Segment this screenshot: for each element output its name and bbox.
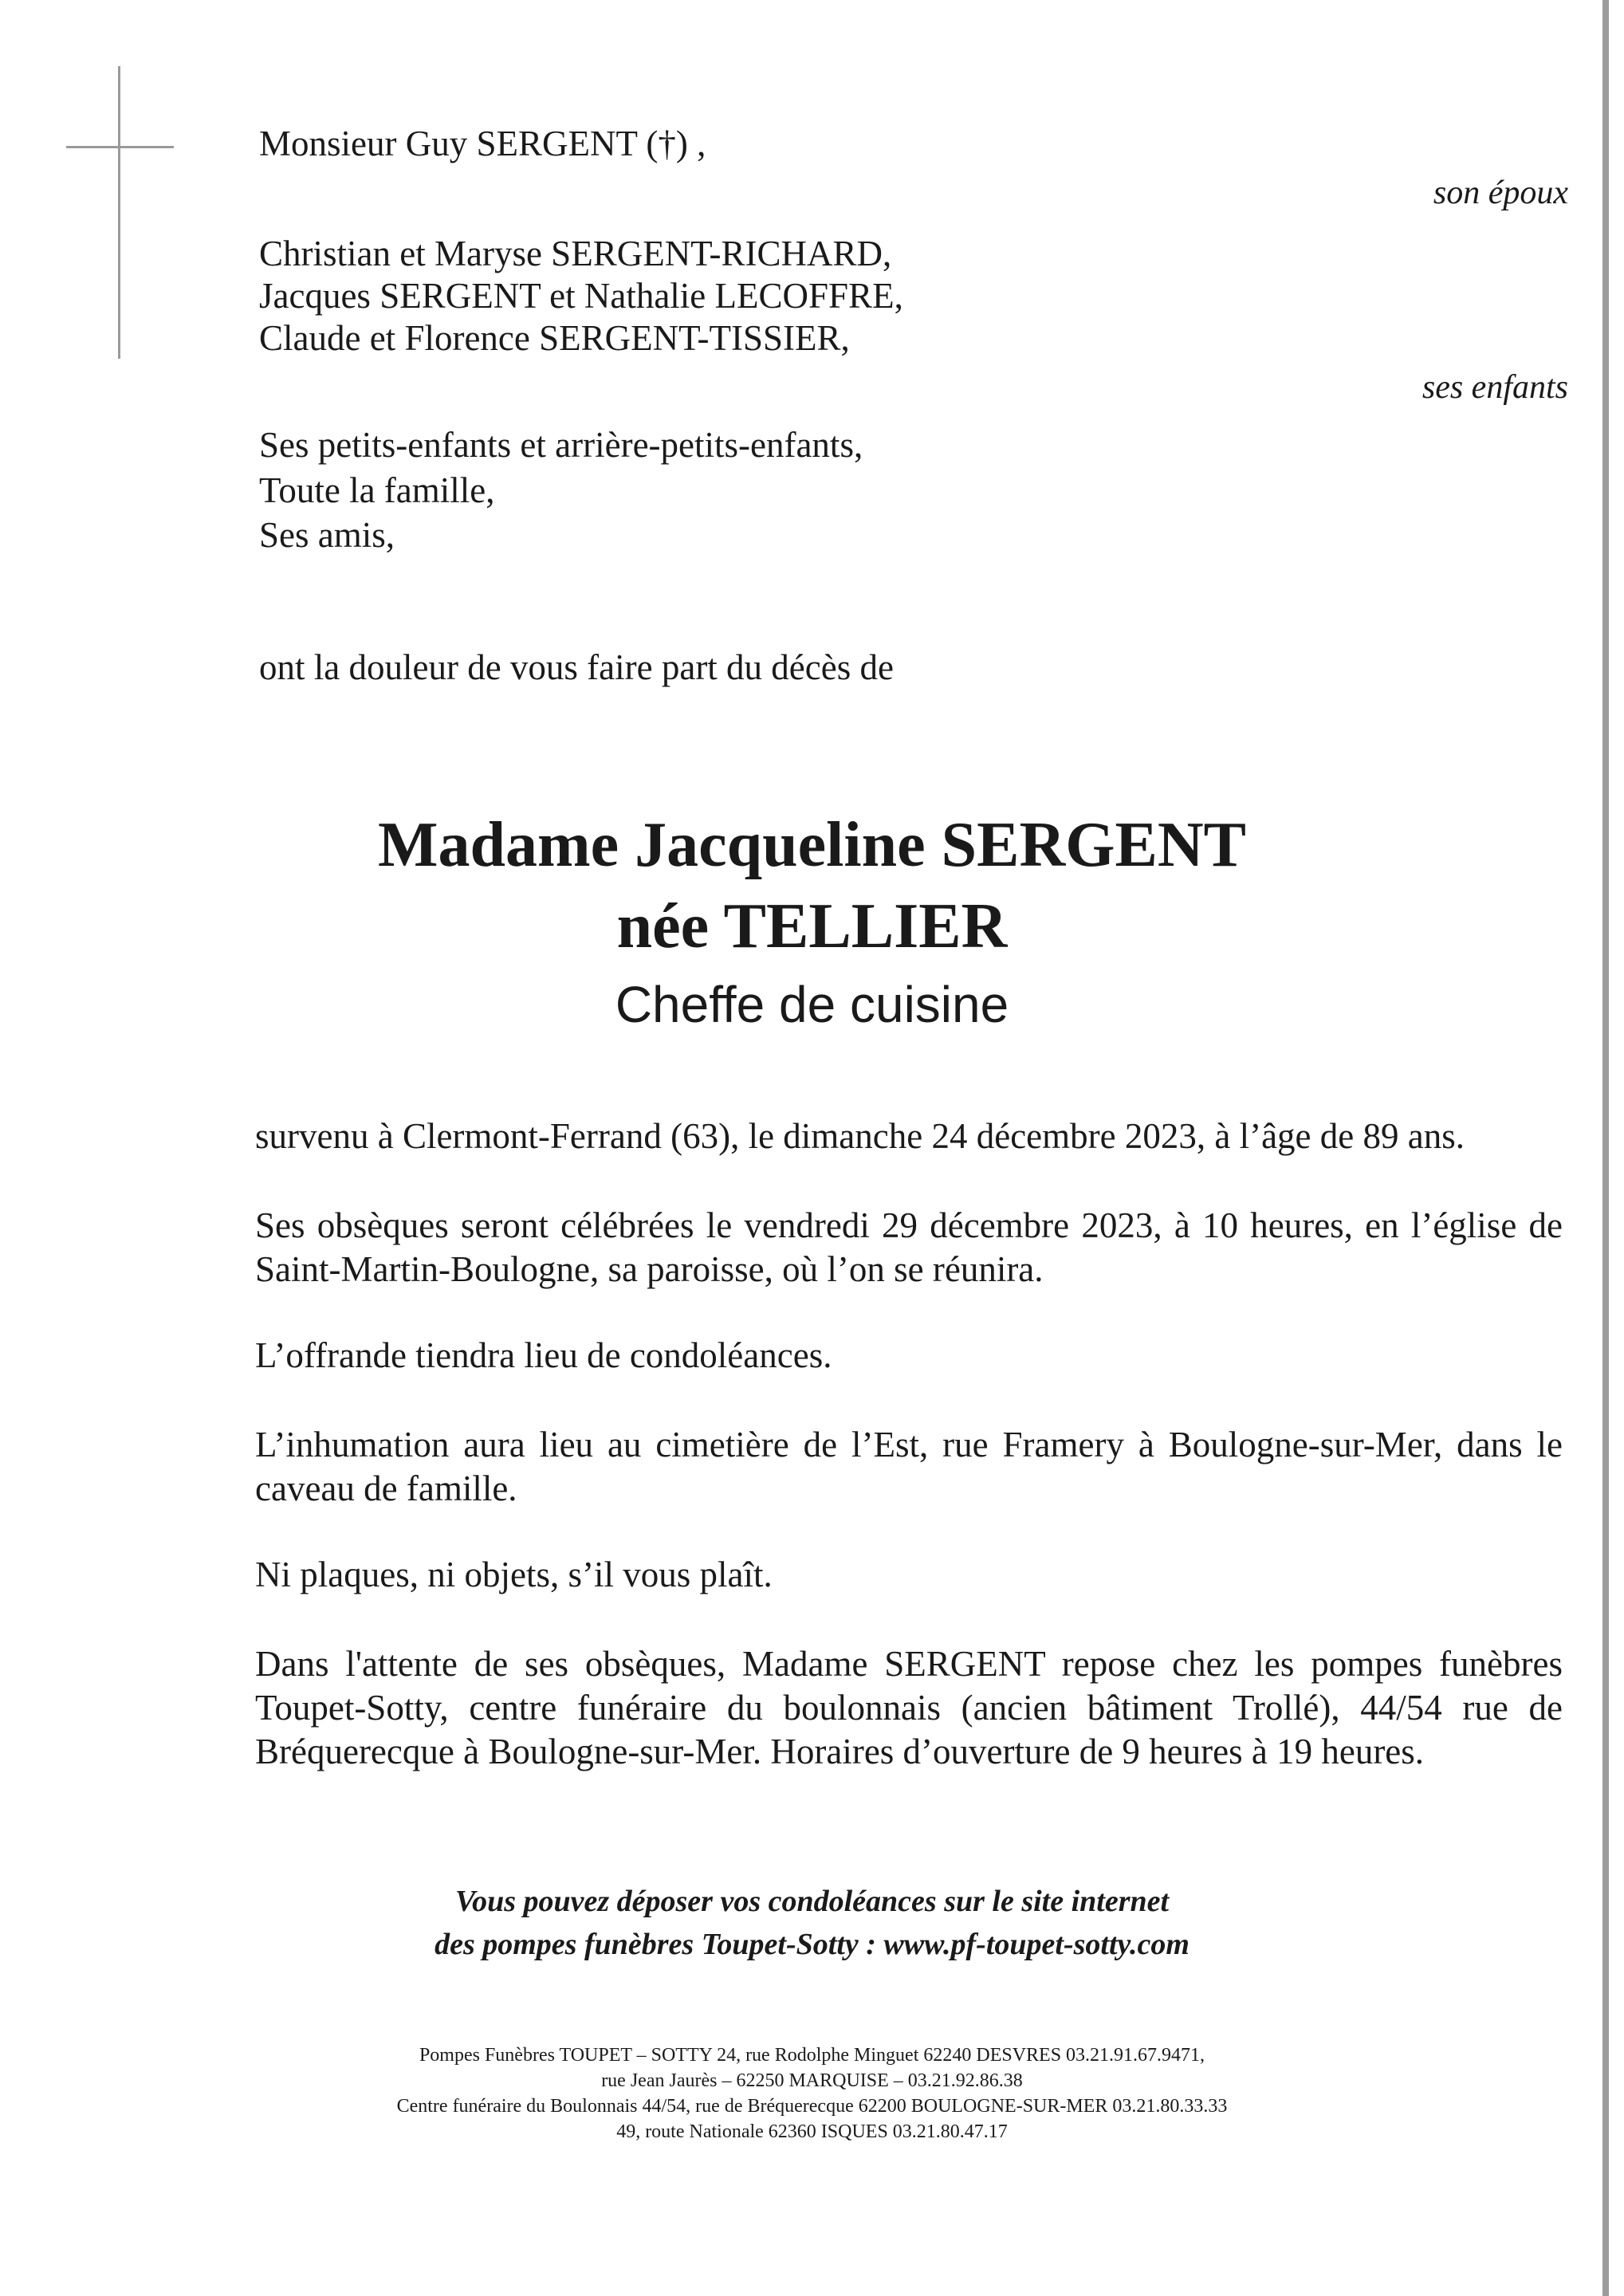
child-line-2: Jacques SERGENT et Nathalie LECOFFRE, bbox=[259, 276, 903, 316]
burial-text: L’inhumation aura lieu au cimetière de l’Est, rue Framery à Boulogne-sur-Mer, dans le caveau de famille. bbox=[255, 1425, 1563, 1508]
children-role: ses enfants bbox=[1421, 369, 1568, 406]
deceased-maiden-name: née TELLIER bbox=[616, 891, 1008, 961]
announce-line: ont la douleur de vous faire part du décès de bbox=[259, 647, 894, 687]
child-line-3: Claude et Florence SERGENT-TISSIER, bbox=[259, 318, 850, 358]
burial-paragraph bbox=[255, 1423, 1563, 1511]
offering-text: L’offrande tiendra lieu de condoléances. bbox=[255, 1335, 832, 1375]
footer-line-2: rue Jean Jaurès – 62250 MARQUISE – 03.21.92.86.38 bbox=[601, 2070, 1023, 2091]
husband-role: son époux bbox=[1433, 175, 1568, 211]
no-plaques-text: Ni plaques, ni objets, s’il vous plaît. bbox=[255, 1555, 773, 1594]
child-line-1: Christian et Maryse SERGENT-RICHARD, bbox=[259, 234, 892, 273]
cross-icon-horizontal bbox=[66, 146, 174, 148]
funeral-paragraph bbox=[255, 1204, 1563, 1292]
others-line-3: Ses amis, bbox=[259, 515, 395, 555]
deceased-name: Madame Jacqueline SERGENT bbox=[378, 810, 1246, 880]
footer-line-1: Pompes Funèbres TOUPET – SOTTY 24, rue Rodolphe Minguet 62240 DESVRES 03.21.91.67.9471, bbox=[419, 2045, 1205, 2066]
death-text: survenu à Clermont-Ferrand (63), le dimanche 24 décembre 2023, à l’âge de 89 ans. bbox=[255, 1116, 1465, 1156]
death-paragraph bbox=[255, 1115, 1563, 1158]
rest-paragraph bbox=[255, 1642, 1563, 1774]
offering-paragraph bbox=[255, 1334, 1563, 1378]
husband-line: Monsieur Guy SERGENT (†) , bbox=[259, 124, 706, 163]
funeral-text: Ses obsèques seront célébrées le vendredi 29 décembre 2023, à 10 heures, en l’église de Saint-Martin-Boulogne, sa paroisse, où l’on se réunira. bbox=[255, 1205, 1563, 1289]
footer-line-3: Centre funéraire du Boulonnais 44/54, rue de Bréquerecque 62200 BOULOGNE-SUR-MER 03.21.80.33.33 bbox=[396, 2096, 1228, 2117]
no-plaques-paragraph bbox=[255, 1553, 1563, 1597]
deceased-profession: Cheffe de cuisine bbox=[615, 976, 1009, 1033]
cross-icon-vertical bbox=[118, 66, 120, 359]
others-line-2: Toute la famille, bbox=[259, 470, 495, 510]
rest-text: Dans l'attente de ses obsèques, Madame SERGENT repose chez les pompes funèbres Toupet-Sotty, centre funéraire du boulonnais (ancien bâtiment Trollé), 44/54 rue de Bréquerecque à Boulogne-sur-Mer. Horaires d’ouverture de 9 heures à 19 heures. bbox=[255, 1644, 1563, 1771]
footer-line-4: 49, route Nationale 62360 ISQUES 03.21.80.47.17 bbox=[616, 2121, 1008, 2142]
online-line-2: des pompes funèbres Toupet-Sotty : www.pf-toupet-sotty.com bbox=[435, 1928, 1189, 1961]
others-line-1: Ses petits-enfants et arrière-petits-enfants, bbox=[259, 425, 863, 465]
online-line-1: Vous pouvez déposer vos condoléances sur le site internet bbox=[454, 1885, 1170, 1918]
